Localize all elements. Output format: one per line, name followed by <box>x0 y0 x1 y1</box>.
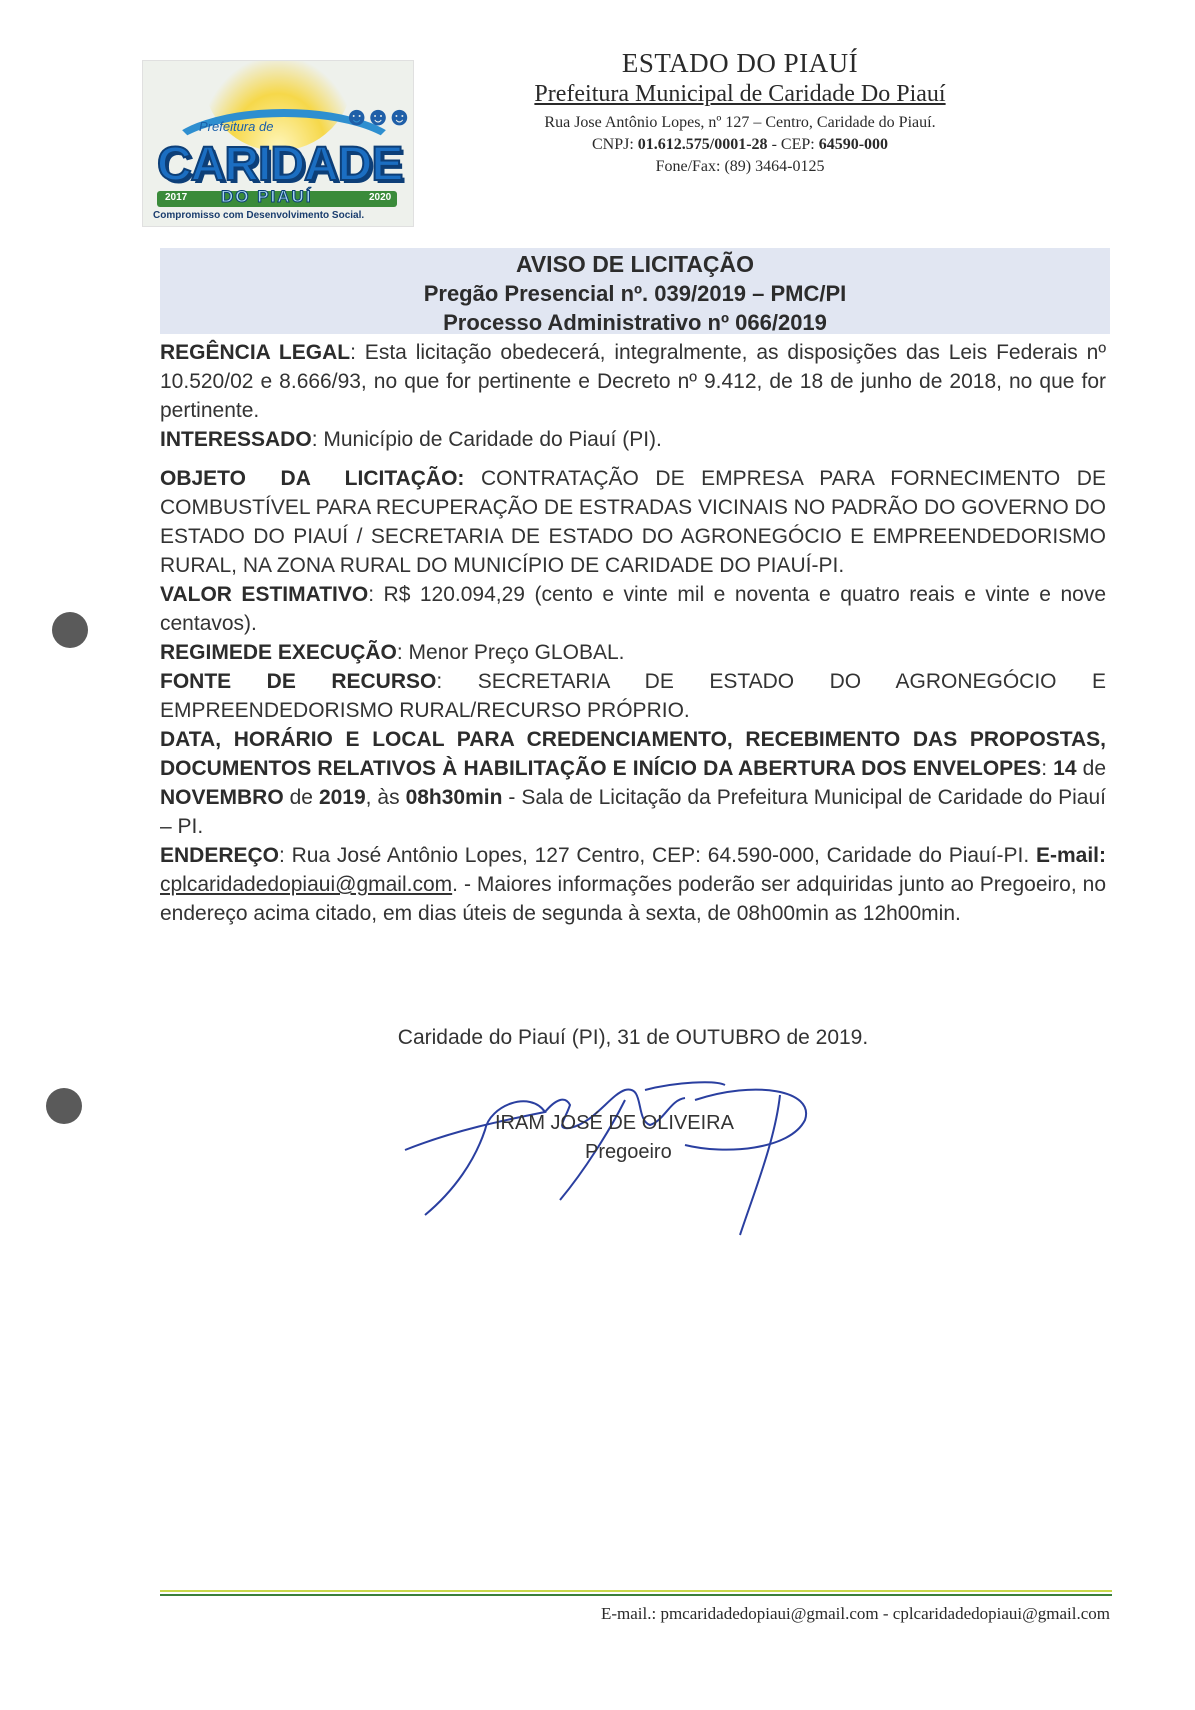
footer-emails: E-mail.: pmcaridadedopiaui@gmail.com - cplcaridadedopiaui@gmail.com <box>600 1604 1110 1623</box>
footer-rule-bottom <box>160 1594 1112 1596</box>
interessado-label: INTERESSADO <box>160 428 312 451</box>
regencia-label: REGÊNCIA LEGAL <box>160 341 351 364</box>
logo-prefix: Prefeitura de <box>199 119 274 134</box>
logo-year-end: 2020 <box>369 192 392 203</box>
regencia-text: : Esta licitação obedecerá, integralmente, as disposições das Leis Federais nº 10.520/02 e 8.666/93, no que for pertinente e Decreto nº 9.412, de 18 de junho de 2018, no que for pertinente. <box>160 341 1107 422</box>
data-de-1: de <box>1076 757 1107 780</box>
valor-text: : R$ 120.094,29 (cento e vinte mil e noventa e quatro reais e vinte e nove centavos). <box>160 583 1106 635</box>
data-de-2: de <box>283 786 319 809</box>
title-line-2: Pregão Presencial nº. 039/2019 – PMC/PI <box>423 281 847 306</box>
regime-paragraph <box>160 638 1106 667</box>
data-paragraph <box>160 725 1106 841</box>
data-day: 14 <box>1053 757 1077 780</box>
cnpj-value: 01.612.575/0001-28 <box>637 136 768 153</box>
fonte-text: : SECRETARIA DE ESTADO DO AGRONEGÓCIO E EMPREENDEDORISMO RURAL/RECURSO PRÓPRIO. <box>160 670 1106 722</box>
prefecture-name: Prefeitura Municipal de Caridade Do Piauí <box>534 81 946 107</box>
valor-label: VALOR ESTIMATIVO <box>160 583 369 606</box>
email-link[interactable]: cplcaridadedopiaui@gmail.com <box>160 873 453 896</box>
objeto-paragraph <box>160 464 1106 580</box>
endereco-paragraph <box>160 841 1106 928</box>
objeto-label: OBJETO DA LICITAÇÃO: <box>160 467 465 490</box>
regime-text: : Menor Preço GLOBAL. <box>396 641 625 664</box>
prefecture-logo <box>142 60 414 227</box>
data-month: NOVEMBRO <box>160 786 284 809</box>
punch-hole-bottom <box>46 1088 82 1124</box>
title-line-1: AVISO DE LICITAÇÃO <box>515 251 755 277</box>
fonte-paragraph <box>160 667 1106 725</box>
valor-paragraph <box>160 580 1106 638</box>
endereco-text: : Rua José Antônio Lopes, 127 Centro, CEP: 64.590-000, Caridade do Piauí-PI. <box>279 844 1036 867</box>
title-line-3: Processo Administrativo nº 066/2019 <box>443 310 827 335</box>
regime-label: REGIMEDE EXECUÇÃO <box>160 641 397 664</box>
data-year: 2019 <box>318 786 366 809</box>
fonte-label: FONTE DE RECURSO <box>160 670 437 693</box>
punch-hole-top <box>52 612 88 648</box>
cep-label: - CEP: <box>767 136 819 153</box>
endereco-label: ENDEREÇO <box>160 844 280 867</box>
data-time: 08h30min <box>405 786 503 809</box>
notice-body <box>160 338 1106 928</box>
signature-stroke-5 <box>740 1095 780 1235</box>
endereco-rest: . - Maiores informações poderão ser adquiridas junto ao Pregoeiro, no endereço acima citado, em dias úteis de segunda à sexta, de 08h00min as 12h00min. <box>160 873 1106 925</box>
data-rest: - Sala de Licitação da Prefeitura Municipal de Caridade do Piauí – PI. <box>160 786 1107 838</box>
footer-rule-top <box>160 1590 1112 1592</box>
phone-line: Fone/Fax: (89) 3464-0125 <box>655 158 825 175</box>
signer-role: Pregoeiro <box>585 1141 672 1163</box>
objeto-text: CONTRATAÇÃO DE EMPRESA PARA FORNECIMENTO DE COMBUSTÍVEL PARA RECUPERAÇÃO DE ESTRADAS VICINAIS NO PADRÃO DO GOVERNO DO ESTADO DO PIAUÍ / SECRETARIA DE ESTADO DO AGRONEGÓCIO E EMPREENDEDORISMO RURAL, NA ZONA RURAL DO MUNICÍPIO DE CARIDADE DO PIAUÍ-PI. <box>160 467 1106 577</box>
interessado-text: : Município de Caridade do Piauí (PI). <box>311 428 662 451</box>
letterhead <box>470 48 1010 176</box>
notice-title <box>160 250 1110 337</box>
state-name: ESTADO DO PIAUÍ <box>621 48 859 78</box>
place-date: Caridade do Piauí (PI), 31 de OUTUBRO de 2019. <box>397 1026 869 1049</box>
cep-value: 64590-000 <box>818 136 889 153</box>
cnpj-line <box>470 136 1010 154</box>
regencia-paragraph <box>160 338 1106 425</box>
logo-people-icon: ☻☻☻ <box>343 101 408 131</box>
signer-name: IRAM JOSÉ DE OLIVEIRA <box>495 1112 734 1134</box>
interessado-paragraph <box>160 425 1106 454</box>
logo-year-start: 2017 <box>165 192 188 203</box>
data-as: , às <box>365 786 406 809</box>
logo-subname: DO PIAUÍ <box>221 187 313 206</box>
prefecture-address: Rua Jose Antônio Lopes, nº 127 – Centro, Caridade do Piauí. <box>544 114 936 131</box>
logo-name: CARIDADE <box>157 138 403 191</box>
email-label: E-mail: <box>1035 844 1106 867</box>
signature-stroke-6 <box>645 1082 725 1090</box>
data-sep: : <box>1041 757 1054 780</box>
logo-slogan: Compromisso com Desenvolvimento Social. <box>153 210 365 221</box>
cnpj-label: CNPJ: <box>591 136 638 153</box>
data-label: DATA, HORÁRIO E LOCAL PARA CREDENCIAMENTO, RECEBIMENTO DAS PROPOSTAS, DOCUMENTOS RELATIVOS À HABILITAÇÃO E INÍCIO DA ABERTURA DOS ENVELOPES <box>160 728 1106 780</box>
